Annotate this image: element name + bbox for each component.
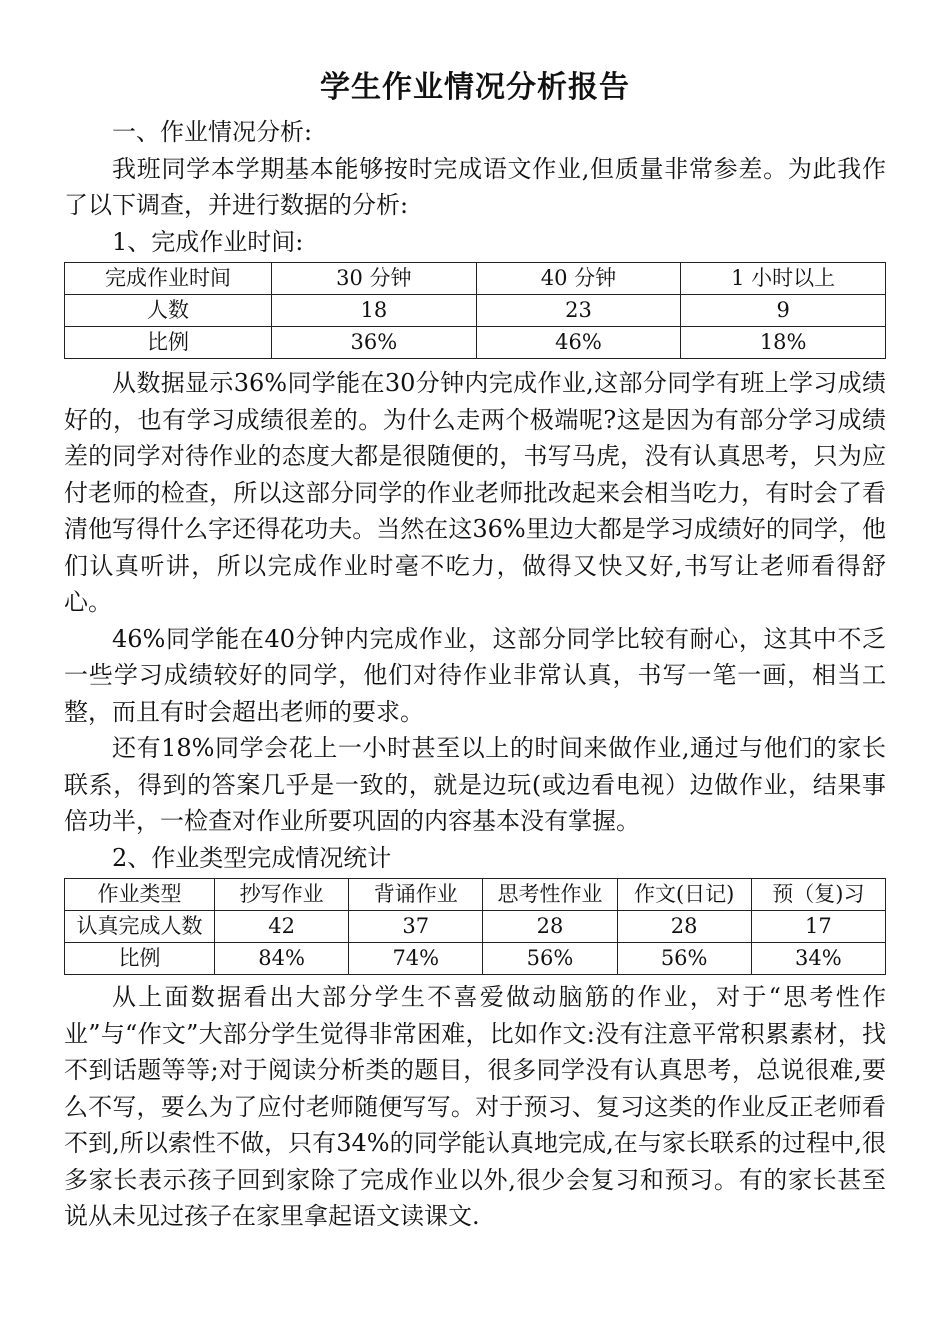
table-cell: 30 分钟 [272,263,477,295]
table-row [65,327,886,359]
table-cell: 18 [272,295,477,327]
table-cell: 背诵作业 [349,879,483,911]
table-cell: 作业类型 [65,879,215,911]
intro-paragraph: 我班同学本学期基本能够按时完成语文作业,但质量非常参差。为此我作了以下调查，并进行数据的分析: [64,154,886,219]
table-cell: 40 分钟 [476,263,681,295]
analysis-paragraph: 46%同学能在40分钟内完成作业，这部分同学比较有耐心，这其中不乏一些学习成绩较好的同学，他们对待作业非常认真，书写一笔一画，相当工整，而且有时会超出老师的要求。 [64,624,886,726]
table-cell: 36% [272,327,477,359]
homework-type-table [64,878,886,975]
subsection-heading-time: 1、完成作业时间: [112,227,304,256]
table-header-row [65,879,886,911]
table-cell: 9 [681,295,886,327]
table-cell: 作文(日记) [617,879,751,911]
analysis-paragraph: 从数据显示36%同学能在30分钟内完成作业,这部分同学有班上学习成绩好的，也有学习成绩很差的。为什么走两个极端呢?这是因为有部分学习成绩差的同学对待作业的态度大都是很随便的，书写马虎，没有认真思考，只为应付老师的检查，所以这部分同学的作业老师批改起来会相当吃力，有时会了看清他写得什么字还得花功夫。当然在这36%里边大都是学习成绩好的同学，他们认真听讲，所以完成作业时毫不吃力，做得又快又好,书写让老师看得舒心。 [64,369,886,616]
table-cell: 74% [349,943,483,975]
analysis-paragraph: 还有18%同学会花上一小时甚至以上的时间来做作业,通过与他们的家长联系，得到的答案几乎是一致的，就是边玩(或边看电视）边做作业，结果事倍功半，一检查对作业所要巩固的内容基本没有掌握。 [64,734,886,835]
table-row [65,943,886,975]
table-cell: 23 [476,295,681,327]
table-cell: 抄写作业 [215,879,349,911]
table-cell: 18% [681,327,886,359]
table-cell: 46% [476,327,681,359]
table-row [65,911,886,943]
table-header-row [65,263,886,295]
table-cell: 认真完成人数 [65,911,215,943]
table-cell: 完成作业时间 [65,263,272,295]
completion-time-table [64,262,886,359]
table-cell: 56% [483,943,617,975]
analysis-paragraph: 从上面数据看出大部分学生不喜爱做动脑筋的作业，对于“思考性作业”与“作文”大部分学生觉得非常困难，比如作文:没有注意平常积累素材，找不到话题等等;对于阅读分析类的题目，很多同学没有认真思考，总说很难,要么不写，要么为了应付老师随便写写。对于预习、复习这类的作业反正老师看不到,所以索性不做，只有34%的同学能认真地完成,在与家长联系的过程中,很多家长表示孩子回到家除了完成作业以外,很少会复习和预习。有的家长甚至说从未见过孩子在家里拿起语文读课文. [64,983,886,1230]
table-cell: 42 [215,911,349,943]
table-cell: 思考性作业 [483,879,617,911]
section-heading: 一、作业情况分析: [112,118,313,146]
table-cell: 37 [349,911,483,943]
table-cell: 人数 [65,295,272,327]
table-cell: 预（复)习 [751,879,885,911]
table-cell: 84% [215,943,349,975]
table-cell: 28 [483,911,617,943]
table-cell: 比例 [65,943,215,975]
document-page [64,62,886,1235]
table-cell: 17 [751,911,885,943]
table-cell: 1 小时以上 [681,263,886,295]
table-cell: 34% [751,943,885,975]
subsection-heading-types: 2、作业类型完成情况统计 [112,843,392,872]
table-cell: 28 [617,911,751,943]
page-title: 学生作业情况分析报告 [320,70,630,105]
table-cell: 比例 [65,327,272,359]
table-cell: 56% [617,943,751,975]
table-row [65,295,886,327]
